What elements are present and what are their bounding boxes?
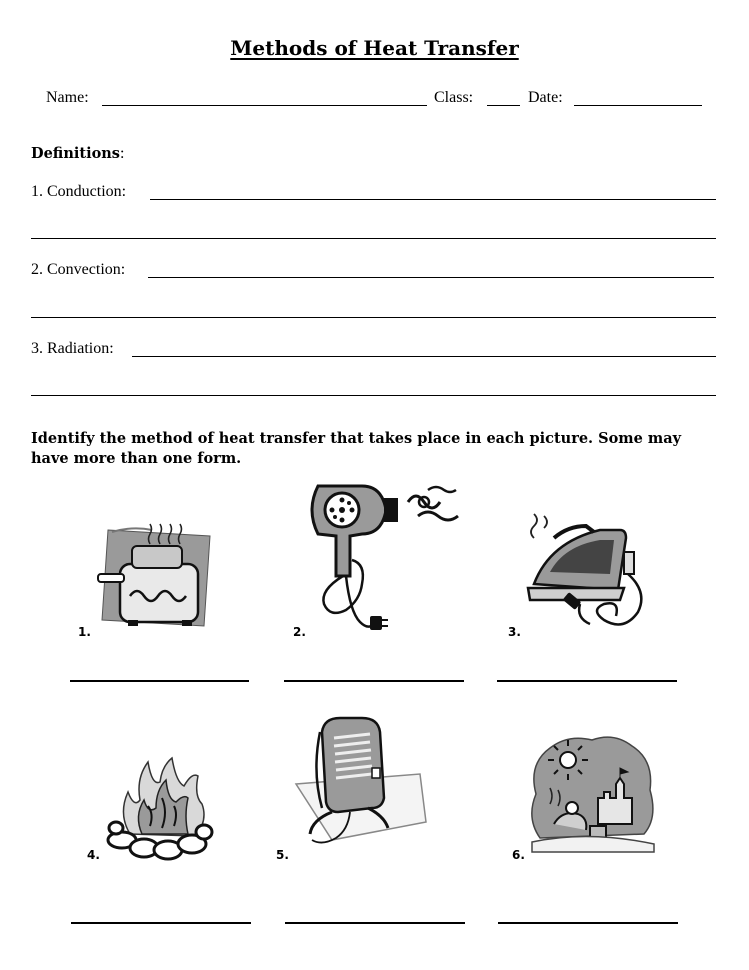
picture-number-4: 4.: [87, 848, 100, 862]
radiation-answer-line-1[interactable]: [132, 356, 716, 357]
picture-number-5: 5.: [276, 848, 289, 862]
definitions-heading: Definitions:: [31, 145, 125, 162]
sandcastle-sun-icon: [528, 734, 658, 860]
radiation-label: 3. Radiation:: [31, 340, 114, 357]
answer-line-5[interactable]: [285, 922, 465, 924]
answer-line-6[interactable]: [498, 922, 678, 924]
answer-line-4[interactable]: [71, 922, 251, 924]
campfire-icon: [104, 756, 216, 862]
hair-dryer-icon: [300, 480, 465, 635]
iron-icon: [520, 512, 650, 636]
instructions-line-2: have more than one form.: [31, 450, 242, 467]
picture-number-6: 6.: [512, 848, 525, 862]
date-label: Date:: [528, 89, 563, 106]
conduction-label: 1. Conduction:: [31, 183, 127, 200]
conduction-answer-line-1[interactable]: [150, 199, 716, 200]
convection-label: 2. Convection:: [31, 261, 126, 278]
conduction-answer-line-2[interactable]: [31, 238, 716, 239]
name-label: Name:: [46, 89, 89, 106]
picture-number-2: 2.: [293, 625, 306, 639]
date-field[interactable]: [574, 105, 702, 106]
radiation-answer-line-2[interactable]: [31, 395, 716, 396]
space-heater-icon: [292, 712, 432, 860]
class-field[interactable]: [487, 105, 520, 106]
toaster-icon: [92, 522, 218, 632]
picture-number-3: 3.: [508, 625, 521, 639]
instructions-line-1: Identify the method of heat transfer that takes place in each picture. Some may: [31, 430, 682, 447]
page-title: Methods of Heat Transfer: [230, 36, 519, 60]
answer-line-1[interactable]: [70, 680, 249, 682]
convection-answer-line-1[interactable]: [148, 277, 714, 278]
name-field[interactable]: [102, 105, 427, 106]
answer-line-2[interactable]: [284, 680, 464, 682]
convection-answer-line-2[interactable]: [31, 317, 716, 318]
answer-line-3[interactable]: [497, 680, 677, 682]
class-label: Class:: [434, 89, 474, 106]
picture-number-1: 1.: [78, 625, 91, 639]
